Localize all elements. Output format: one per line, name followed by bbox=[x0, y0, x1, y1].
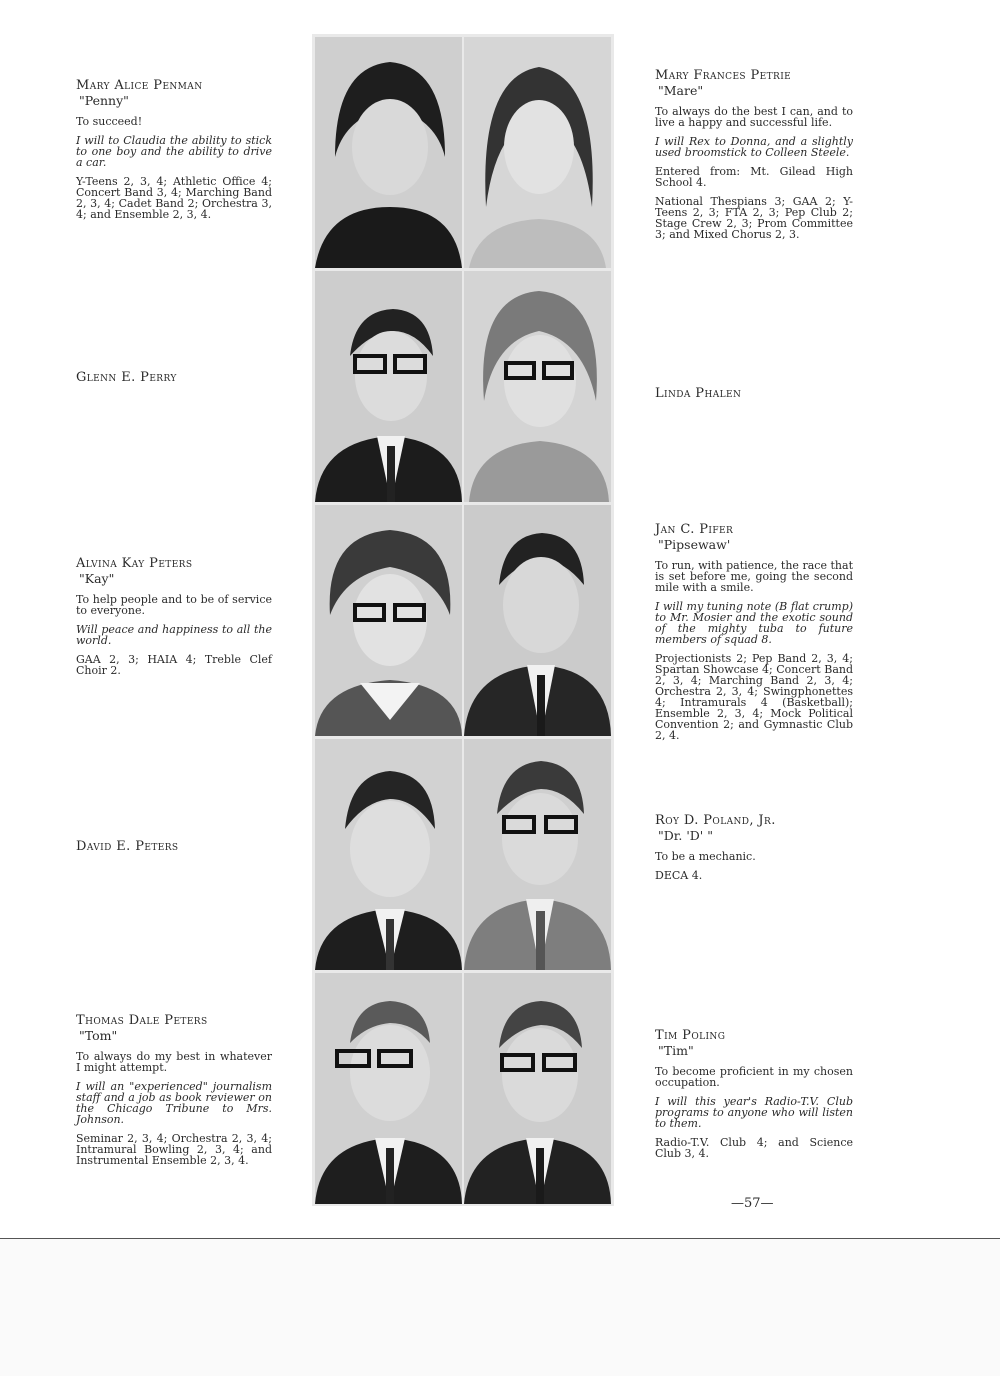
student-name: Jan C. Pifer bbox=[655, 522, 734, 537]
student-ambition: To always do my best in whatever I might attempt. bbox=[76, 1050, 272, 1074]
portrait-photo-alvina-peters bbox=[315, 505, 462, 736]
student-nickname: "Dr. 'D' " bbox=[658, 828, 713, 843]
student-entry-poling bbox=[655, 1030, 853, 1159]
student-nickname: "Kay" bbox=[79, 571, 115, 586]
student-name: Alvina Kay Peters bbox=[76, 556, 193, 571]
student-will: I will to Claudia the ability to stick to one boy and the ability to drive a car. bbox=[76, 134, 272, 169]
student-entry-phalen bbox=[655, 388, 853, 399]
student-ambition: To always do the best I can, and to live a happy and successful life. bbox=[655, 105, 853, 129]
portrait-photo-david-peters bbox=[315, 739, 462, 970]
student-entered: Entered from: Mt. Gilead High School 4. bbox=[655, 165, 853, 189]
page-number: —57— bbox=[731, 1196, 774, 1211]
student-will: I will my tuning note (B flat crump) to Mr. Mosier and the exotic sound of the mighty tuba to future members of squad 8. bbox=[655, 600, 853, 646]
student-activities: Seminar 2, 3, 4; Orchestra 2, 3, 4; Intramural Bowling 2, 3, 4; and Instrumental Ensemble 2, 3, 4. bbox=[76, 1132, 272, 1167]
student-entry-david-peters bbox=[76, 841, 272, 852]
student-name: David E. Peters bbox=[76, 839, 179, 854]
student-nickname: "Tom" bbox=[79, 1028, 118, 1043]
student-activities: GAA 2, 3; HAIA 4; Treble Clef Choir 2. bbox=[76, 653, 272, 677]
student-activities: DECA 4. bbox=[655, 869, 703, 882]
portrait-photo-poland bbox=[464, 739, 611, 970]
student-name: Linda Phalen bbox=[655, 386, 742, 401]
student-nickname: "Tim" bbox=[658, 1043, 694, 1058]
student-will: Will peace and happiness to all the world. bbox=[76, 623, 272, 647]
portrait-photo-penman bbox=[315, 37, 462, 268]
student-entry-thomas-peters bbox=[76, 1015, 272, 1166]
portrait-photo-phalen bbox=[464, 271, 611, 502]
student-activities: Projectionists 2; Pep Band 2, 3, 4; Spartan Showcase 4; Concert Band 2, 3, 4; Marching Band 2, 3, 4; Orchestra 2, 3, 4; Swingphonettes 4; Intramurals 4 (Basketball); Ensemble 2, 3, 4; Mock Political Convention 2; and Gymnastic Club 2, 4. bbox=[655, 652, 853, 742]
portrait-photo-petrie bbox=[464, 37, 611, 268]
portrait-photo-thomas-peters bbox=[315, 973, 462, 1204]
student-ambition: To be a mechanic. bbox=[655, 850, 756, 863]
student-nickname: "Pipsewaw' bbox=[658, 537, 731, 552]
student-entry-poland bbox=[655, 815, 853, 881]
student-ambition: To help people and to be of service to everyone. bbox=[76, 593, 272, 617]
student-will: I will an "experienced" journalism staff and a job as book reviewer on the Chicago Tribune to Mrs. Johnson. bbox=[76, 1080, 272, 1126]
portrait-photo-poling bbox=[464, 973, 611, 1204]
student-entry-pifer bbox=[655, 524, 853, 741]
student-entry-penman bbox=[76, 80, 272, 220]
student-will: I will this year's Radio-T.V. Club programs to anyone who will listen to them. bbox=[655, 1095, 853, 1130]
student-nickname: "Penny" bbox=[79, 93, 129, 108]
student-entry-petrie bbox=[655, 70, 853, 240]
student-ambition: To become proficient in my chosen occupation. bbox=[655, 1065, 853, 1089]
student-name: Thomas Dale Peters bbox=[76, 1013, 208, 1028]
portrait-photo-pifer bbox=[464, 505, 611, 736]
student-activities: Radio-T.V. Club 4; and Science Club 3, 4. bbox=[655, 1136, 853, 1160]
student-name: Glenn E. Perry bbox=[76, 370, 177, 385]
student-activities: National Thespians 3; GAA 2; Y-Teens 2, 3; FTA 2, 3; Pep Club 2; Stage Crew 2, 3; Prom Committee 3; and Mixed Chorus 2, 3. bbox=[655, 195, 853, 241]
scan-bottom-margin bbox=[0, 1238, 1000, 1376]
student-ambition: To run, with patience, the race that is set before me, going the second mile with a smile. bbox=[655, 559, 853, 594]
student-activities: Y-Teens 2, 3, 4; Athletic Office 4; Concert Band 3, 4; Marching Band 2, 3, 4; Cadet Band 2; Orchestra 3, 4; and Ensemble 2, 3, 4. bbox=[76, 175, 272, 221]
student-entry-alvina-peters bbox=[76, 558, 272, 676]
student-will: I will Rex to Donna, and a slightly used broomstick to Colleen Steele. bbox=[655, 135, 853, 159]
student-nickname: "Mare" bbox=[658, 83, 704, 98]
portrait-grid bbox=[312, 34, 614, 1206]
student-ambition: To succeed! bbox=[76, 115, 143, 128]
student-name: Tim Poling bbox=[655, 1028, 726, 1043]
student-entry-perry bbox=[76, 372, 272, 383]
portrait-photo-perry bbox=[315, 271, 462, 502]
student-name: Roy D. Poland, Jr. bbox=[655, 813, 776, 828]
student-name: Mary Frances Petrie bbox=[655, 68, 792, 83]
student-name: Mary Alice Penman bbox=[76, 78, 203, 93]
